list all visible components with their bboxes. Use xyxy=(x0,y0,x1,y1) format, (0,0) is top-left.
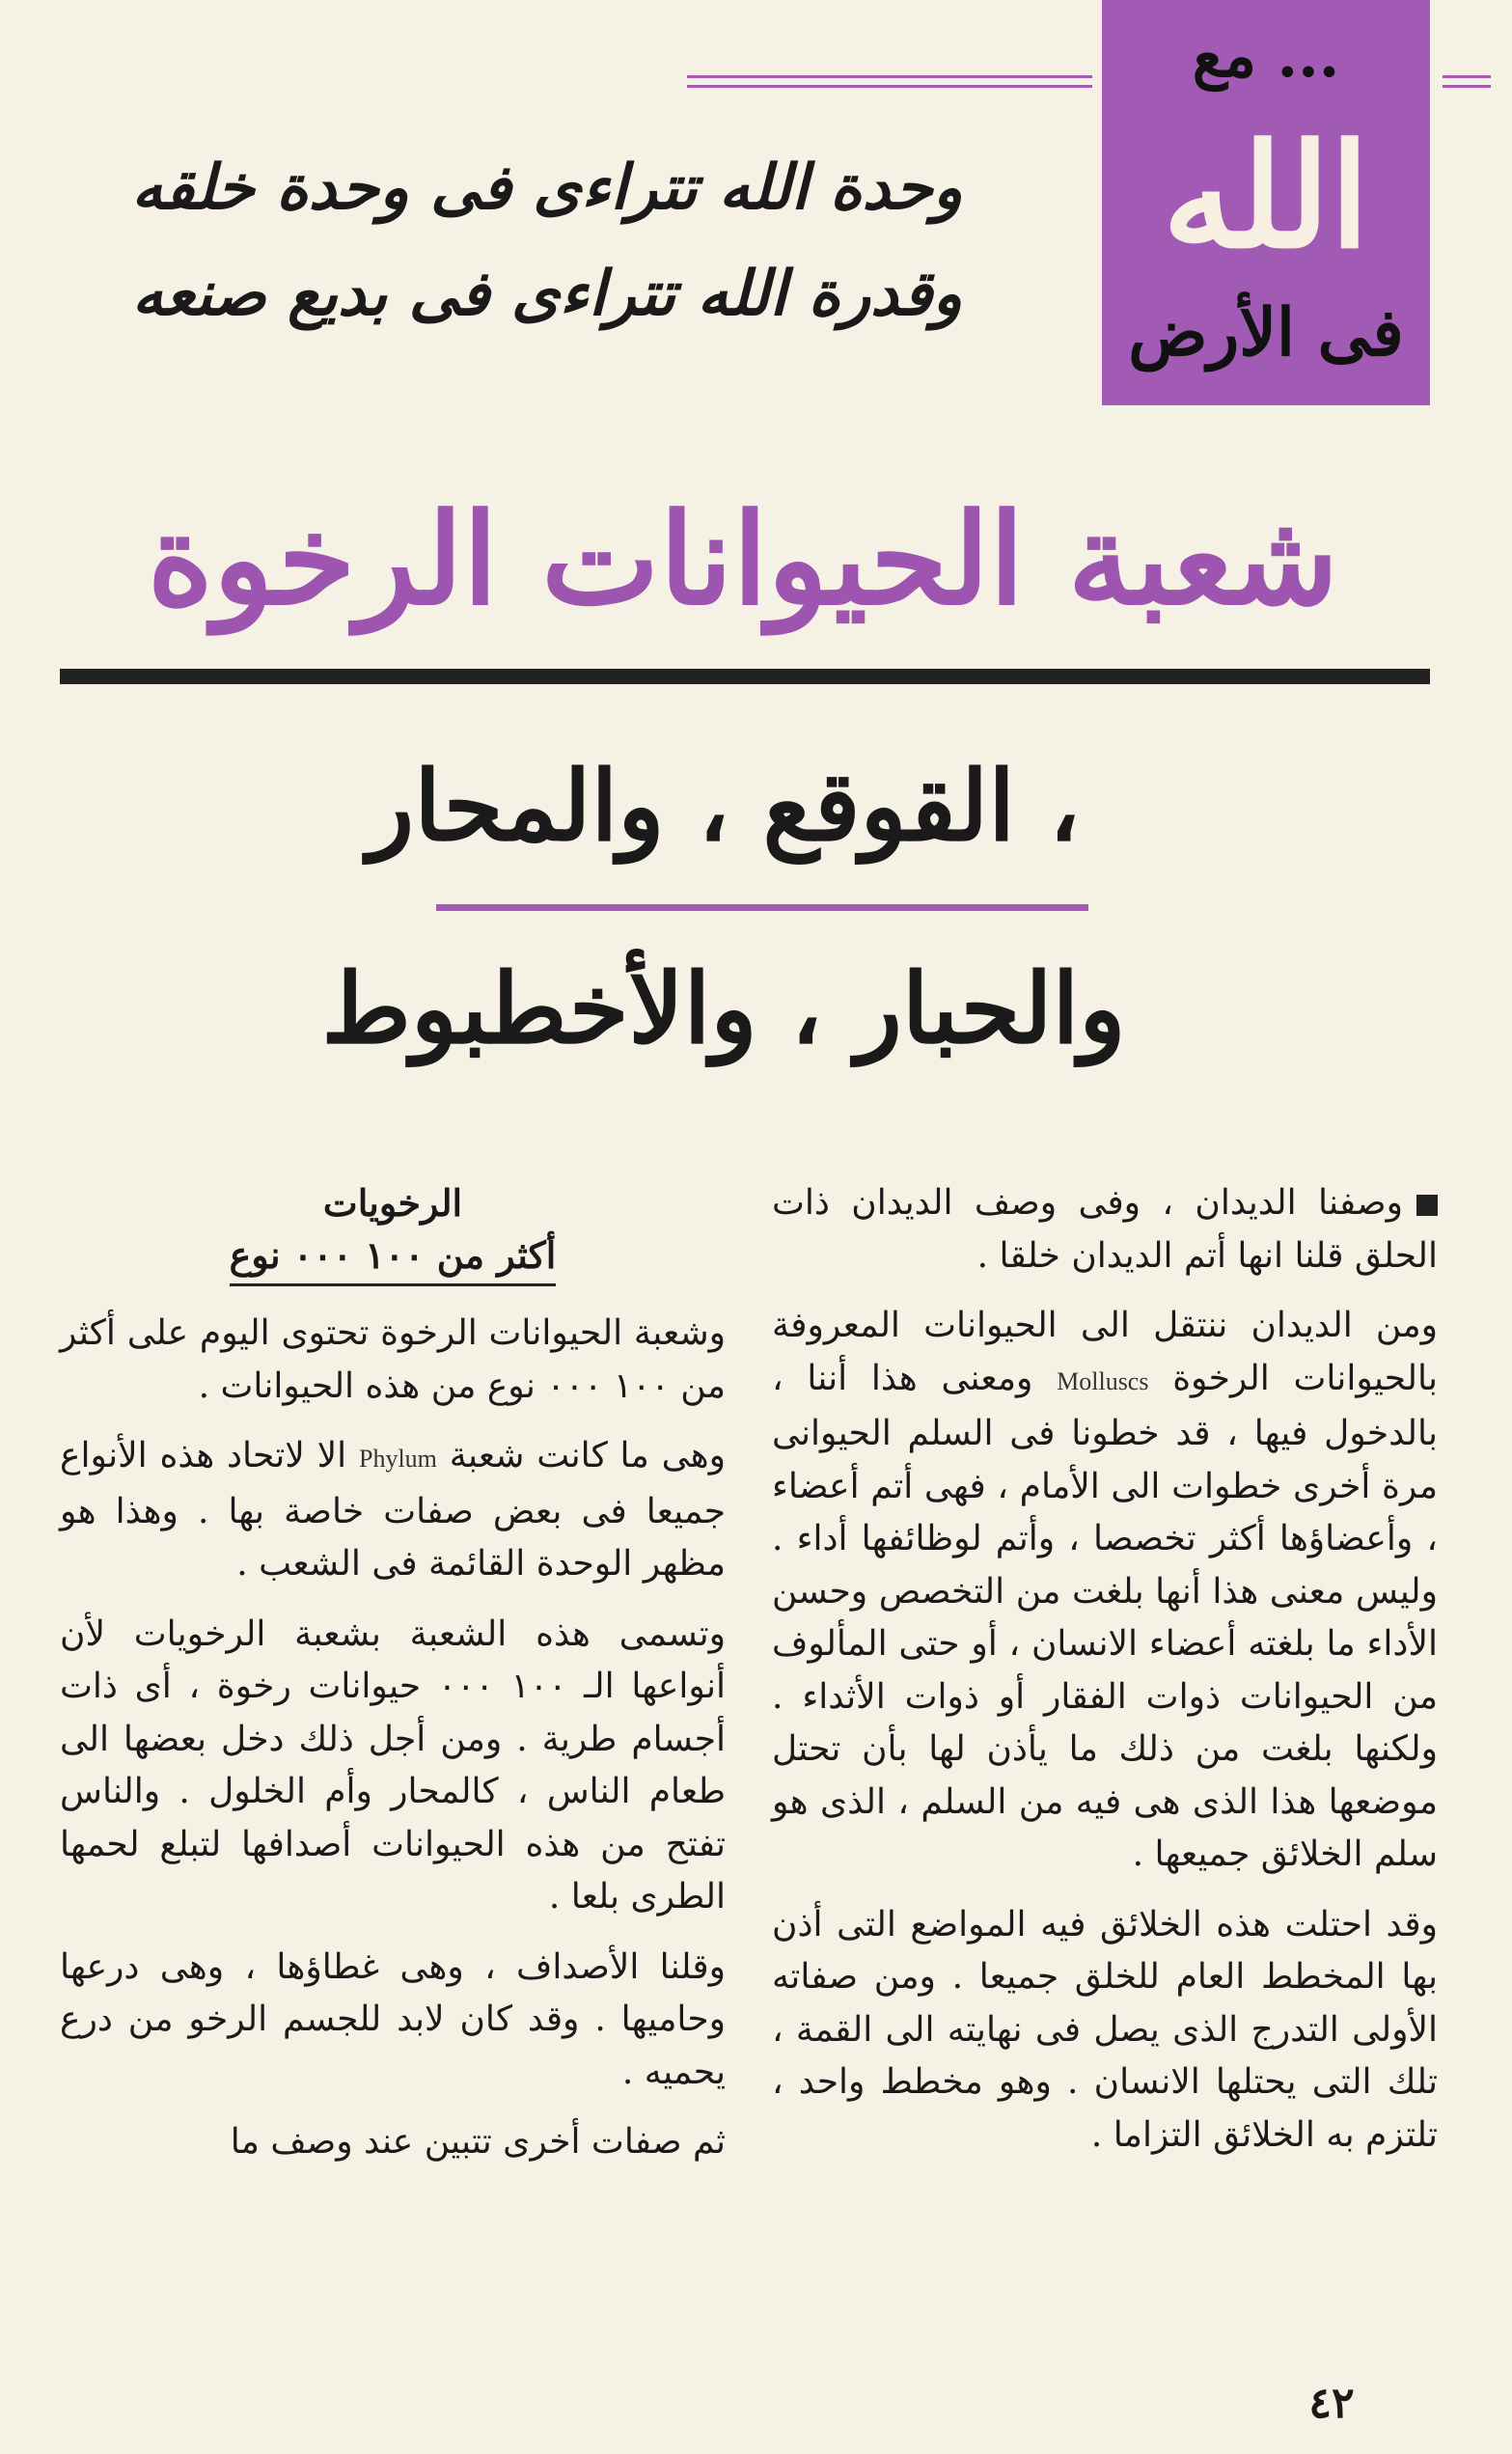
left-paragraph-2: وهى ما كانت شعبة Phylum الا لاتحاد هذه الأنواع جميعا فى بعض صفات خاصة بها . وهذا هو مظهر الوحدة القائمة فى الشعب . xyxy=(60,1436,726,1584)
subtitle-line-1: القوقع ، والمحار ، xyxy=(367,749,1081,863)
right-paragraph-1: وصفنا الديدان ، وفى وصف الديدان ذات الحلق قلنا انها أتم الديدان خلقا . xyxy=(772,1183,1438,1276)
header-rule-left-1 xyxy=(687,75,1092,78)
subtitle-divider xyxy=(436,904,1088,911)
left-paragraph-5: ثم صفات أخرى تتبين عند وصف ما xyxy=(230,2122,726,2162)
badge-line-ard: فى الأرض xyxy=(1128,294,1404,372)
badge-line-ma: مع ... xyxy=(1192,20,1340,91)
page-number: ٤٢ xyxy=(1308,2379,1355,2428)
side-heading xyxy=(60,1177,726,1286)
left-column xyxy=(60,1177,726,2187)
left-paragraph-4: وقلنا الأصداف ، وهى غطاؤها ، وهى درعها وحاميها . وقد كان لابد للجسم الرخو من درع يحميه . xyxy=(60,1946,726,2092)
header-rule-left-2 xyxy=(687,85,1092,88)
side-heading-line-2: أكثر من ١٠٠ ٠٠٠ نوع xyxy=(230,1229,557,1286)
main-title: شعبة الحيوانات الرخوة xyxy=(147,485,1339,633)
subtitle-line-2: والحبار ، والأخطبوط xyxy=(321,951,1126,1065)
verse-line-1: وحدة الله تتراءى فى وحدة خلقه xyxy=(131,152,963,224)
left-paragraph-3: وتسمى هذه الشعبة بشعبة الرخويات لأن أنواعها الـ ١٠٠ ٠٠٠ حيوانات رخوة ، أى ذات أجسام طرية . ومن أجل ذلك دخل بعضها الى طعام الناس ، كالمحار وأم الخلول . والناس تفتح من هذه الحيوانات أصدافها لتبلع لحمها الطرى بلعا . xyxy=(60,1613,726,1916)
header-badge xyxy=(1102,0,1430,405)
header-rule-right-1 xyxy=(1443,75,1491,78)
left-paragraph-1: وشعبة الحيوانات الرخوة تحتوى اليوم على أكثر من ١٠٠ ٠٠٠ نوع من هذه الحيوانات . xyxy=(60,1313,726,1406)
header-verse xyxy=(84,135,1010,347)
section-marker-icon xyxy=(1416,1195,1438,1216)
right-column xyxy=(772,1177,1438,2179)
term-phylum: Phylum xyxy=(358,1445,437,1473)
title-divider xyxy=(60,669,1430,684)
term-molluscs: Molluscs xyxy=(1057,1366,1149,1395)
badge-line-allah: الله xyxy=(1162,112,1370,280)
right-paragraph-3: وقد احتلت هذه الخلائق فيه المواضع التى أذن بها المخطط العام للخلق جميعا . ومن صفاته الأولى التدرج الذى يصل فى نهايته الى القمة ، تلك التى يحتلها الانسان . وهو مخطط واحد ، تلتزم به الخلائق التزاما . xyxy=(772,1904,1438,2155)
verse-line-2: وقدرة الله تتراءى فى بديع صنعه xyxy=(131,258,963,330)
side-heading-line-1: الرخويات xyxy=(322,1181,463,1225)
right-paragraph-2: ومن الديدان ننتقل الى الحيوانات المعروفة بالحيوانات الرخوة Molluscs ومعنى هذا أننا ، بالدخول فيها ، قد خطونا فى السلم الحيوانى مرة أخرى خطوات الى الأمام ، فهى أتم أعضاء ، وأعضاؤها أكثر تخصصا ، وأتم لوظائفها أداء . وليس معنى هذا أنها بلغت من التخصص وحسن الأداء ما بلغته أعضاء الانسان ، أو حتى المألوف من الحيوانات ذوات الفقار أو ذوات الأثداء . ولكنها بلغت من ذلك ما يأذن لها بأن تحتل موضعها هذا الذى هى فيه من السلم ، الذى هو سلم الخلائق جميعها . xyxy=(772,1306,1438,1874)
header-rule-right-2 xyxy=(1443,85,1491,88)
